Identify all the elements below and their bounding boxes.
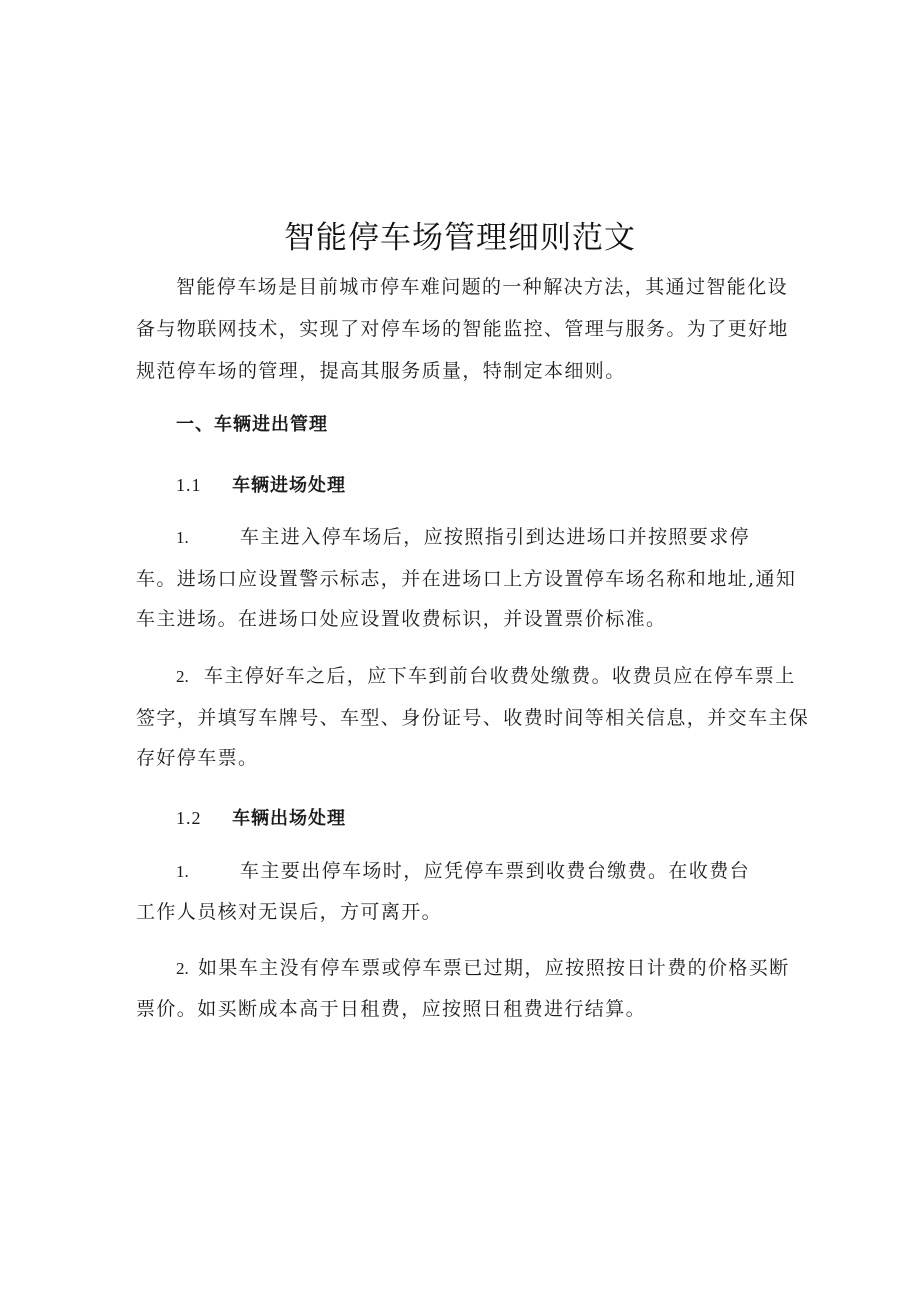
subsection-1-2-title: 车辆出场处理: [232, 808, 347, 829]
sub2-item-2-line-1: 如果车主没有停车票或停车票已过期，应按照按日计费的价格买断: [198, 957, 790, 979]
sub2-item-2-line-2: 票价。如买断成本高于日租费，应按照日租费进行结算。: [136, 998, 647, 1020]
sub1-item-2-line-3: 存好停车票。: [136, 747, 259, 769]
subsection-1-1-title: 车辆进场处理: [232, 475, 347, 496]
sub2-item-2-number: 2.: [176, 959, 189, 978]
document-title: 智能停车场管理细则范文: [284, 220, 636, 256]
sub2-item-1-line-1: 车主要出停车场时，应凭停车票到收费台缴费。在收费台: [240, 860, 751, 882]
sub1-item-2-line-2: 签字，并填写车牌号、车型、身份证号、收费时间等相关信息，并交车主保: [136, 707, 810, 729]
sub1-item-2-line-1: 车主停好车之后，应下车到前台收费处缴费。收费员应在停车票上: [204, 665, 796, 687]
intro-line-3: 规范停车场的管理，提高其服务质量，特制定本细则。: [136, 360, 626, 382]
sub2-item-1-line-2: 工作人员核对无误后，方可离开。: [136, 901, 443, 923]
intro-line-2: 备与物联网技术，实现了对停车场的智能监控、管理与服务。为了更好地: [136, 318, 789, 340]
subsection-1-2-heading: [176, 803, 346, 834]
intro-line-1: 智能停车场是目前城市停车难问题的一种解决方法，其通过智能化设: [176, 276, 789, 298]
sub1-item-1-number: 1.: [176, 528, 189, 547]
sub2-item-1-number: 1.: [176, 862, 189, 881]
subsection-1-2-number: 1.2: [176, 808, 202, 828]
subsection-1-1-number: 1.1: [176, 475, 202, 495]
sub1-item-1-line-1: 车主进入停车场后，应按照指引到达进场口并按照要求停: [240, 526, 751, 548]
sub1-item-1-line-2: 车。进场口应设置警示标志，并在进场口上方设置停车场名称和地址,通知: [136, 568, 797, 590]
section-1-heading: 一、车辆进出管理: [176, 414, 328, 435]
subsection-1-1-heading: [176, 470, 346, 501]
sub1-item-2-number: 2.: [176, 667, 189, 686]
sub1-item-1-line-3: 车主进场。在进场口处应设置收费标识，并设置票价标准。: [136, 608, 667, 630]
